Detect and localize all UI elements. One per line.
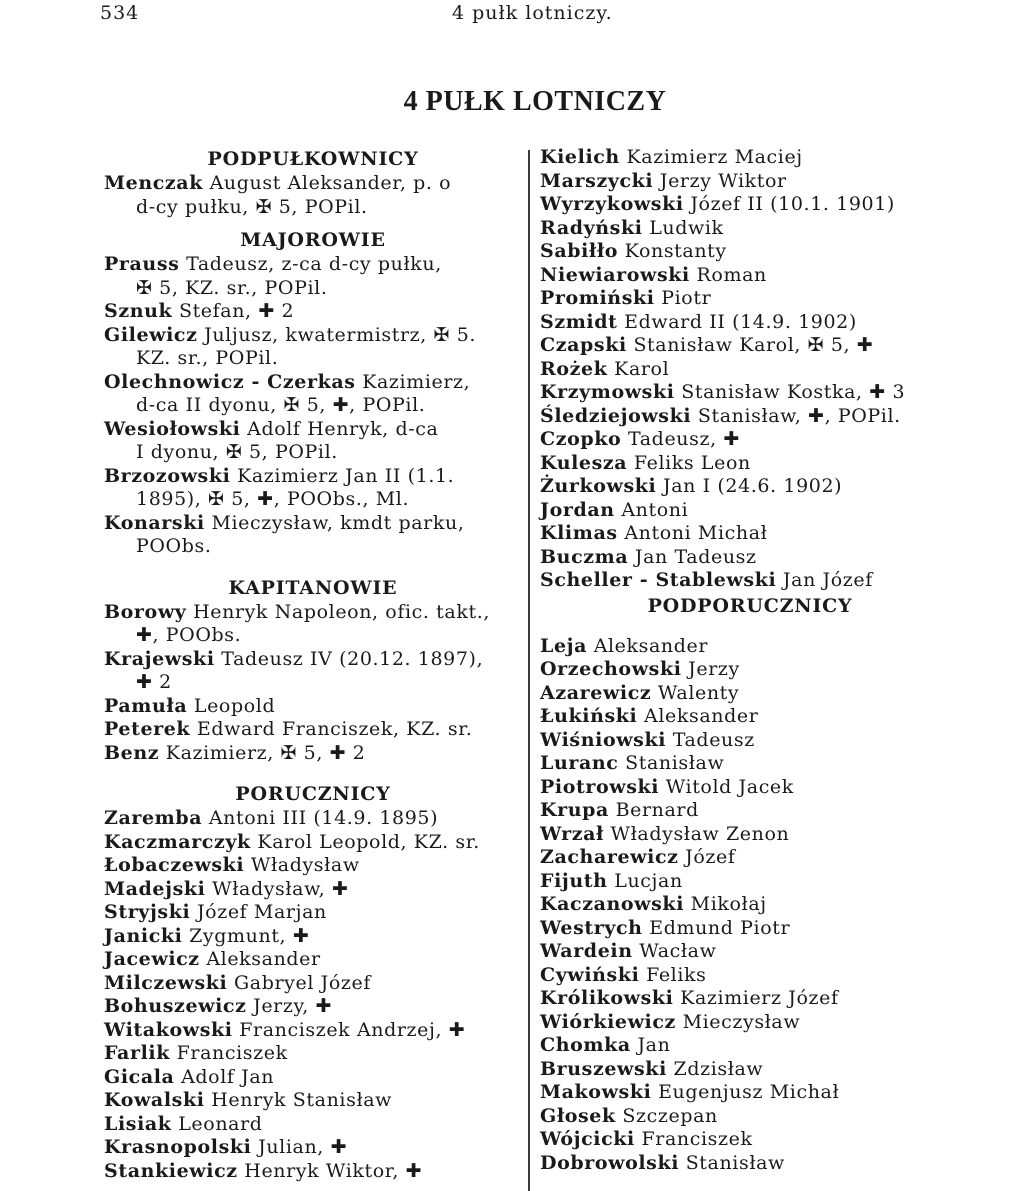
roster-entry (104, 695, 522, 719)
rank-heading: KAPITANOWIE (228, 576, 398, 599)
officer-surname: Janicki (104, 924, 183, 947)
rank-heading: PODPUŁKOWNICY (207, 148, 419, 170)
roster-entry (104, 1042, 522, 1066)
officer-surname: Milczewski (104, 971, 228, 994)
officer-surname: Rożek (540, 357, 608, 380)
officer-surname: Pamuła (104, 694, 188, 717)
rank-section (104, 227, 522, 559)
officer-details: Feliks (646, 963, 707, 986)
officer-details: Szczepan (622, 1104, 718, 1127)
officer-details-continued: d-cy pułku, ✠ 5, POPil. (136, 195, 368, 218)
officer-surname: Kowalski (104, 1089, 205, 1111)
officer-details: Józef II (10.1. 1901) (690, 193, 895, 215)
officer-details-continued: ✠ 5, KZ. sr., POPil. (136, 276, 328, 299)
officer-surname: Chomka (540, 1034, 631, 1056)
roster-entry (540, 428, 960, 452)
officer-details: Kazimierz, (362, 370, 471, 393)
officer-surname: Królikowski (540, 987, 674, 1009)
rank-section (104, 146, 522, 219)
officer-surname: Cywiński (540, 963, 640, 986)
roster-entry (540, 193, 960, 217)
officer-details: Edmund Piotr (649, 916, 791, 939)
officer-surname: Piotrowski (540, 775, 660, 798)
column-divider (528, 150, 530, 1191)
officer-details: Juljusz, kwatermistrz, ✠ 5. (204, 323, 477, 346)
officer-details: Kazimierz, ✠ 5, ✚ 2 (165, 741, 366, 764)
roster-entry (540, 170, 960, 194)
officer-surname: Olechnowicz - Czerkas (104, 370, 356, 393)
officer-details: Stanisław, ✚, POPil. (697, 404, 901, 427)
officer-surname: Głosek (540, 1104, 616, 1127)
officer-surname: Klimas (540, 522, 618, 544)
roster-entry (104, 172, 522, 219)
roster-entry (540, 870, 960, 894)
roster-entry (104, 253, 522, 300)
officer-details: Zygmunt, ✚ (189, 924, 310, 947)
officer-surname: Łobaczewski (104, 854, 245, 876)
roster-entry (540, 1152, 960, 1176)
roster-entry (540, 1034, 960, 1058)
roster-entry (540, 499, 960, 523)
roster-entry (104, 324, 522, 371)
roster-entry (104, 831, 522, 855)
roster-entry (540, 893, 960, 917)
officer-details: Leonard (178, 1112, 263, 1135)
officer-surname: Śledziejowski (540, 404, 692, 427)
officer-details: Aleksander (644, 705, 759, 727)
officer-surname: Scheller - Stablewski (540, 569, 777, 591)
officer-details-continued: I dyonu, ✠ 5, POPil. (136, 441, 338, 463)
roster-entry (540, 217, 960, 241)
officer-surname: Promiński (540, 287, 655, 309)
rank-heading: PODPORUCZNICY (647, 594, 853, 617)
roster-entry (104, 742, 522, 766)
right-column (540, 146, 960, 1175)
officer-details: Walenty (657, 681, 740, 704)
officer-details: Stanisław Karol, ✠ 5, ✚ (633, 334, 874, 356)
officer-details: Jan Józef (782, 569, 873, 591)
officer-surname: Stryjski (104, 901, 191, 923)
officer-surname: Wardein (540, 940, 633, 962)
officer-details: Tadeusz, ✚ (627, 428, 740, 450)
officer-surname: Kielich (540, 146, 620, 168)
officer-surname: Zaremba (104, 807, 203, 829)
roster-entry (540, 240, 960, 264)
roster-entry (540, 1081, 960, 1105)
officer-details: Mieczysław (682, 1010, 801, 1033)
officer-surname: Krajewski (104, 647, 215, 670)
officer-details: Henryk Napoleon, ofic. takt., (193, 600, 490, 623)
roster-entry (104, 1160, 522, 1184)
roster-entry (540, 381, 960, 405)
officer-surname: Stankiewicz (104, 1159, 238, 1182)
officer-details: Józef (685, 846, 736, 868)
officer-surname: Wiórkiewicz (540, 1010, 676, 1033)
officer-details: Jerzy Wiktor (659, 169, 787, 192)
officer-surname: Wyrzykowski (540, 193, 684, 215)
officer-surname: Gilewicz (104, 323, 198, 346)
officer-details: Franciszek (641, 1128, 753, 1150)
left-column (104, 146, 522, 1183)
officer-surname: Wrzał (540, 822, 604, 845)
page-title: 4 PUŁK LOTNICZY (403, 86, 667, 117)
rank-section (104, 781, 522, 1183)
officer-details: Bernard (615, 799, 699, 821)
officer-surname: Madejski (104, 877, 206, 900)
roster-entry (104, 878, 522, 902)
officer-surname: Benz (104, 741, 160, 764)
roster-entry (540, 682, 960, 706)
officer-surname: Czopko (540, 428, 622, 450)
roster-entry (104, 465, 522, 512)
officer-details: Gabryel Józef (234, 971, 371, 994)
officer-details-continued: POObs. (136, 535, 212, 557)
officer-surname: Krasnopolski (104, 1136, 252, 1158)
roster-entry (104, 1113, 522, 1137)
officer-surname: Farlik (104, 1042, 170, 1064)
officer-surname: Menczak (104, 172, 203, 194)
officer-details: Wacław (639, 940, 717, 962)
officer-surname: Peterek (104, 718, 191, 740)
officer-surname: Bohuszewicz (104, 995, 247, 1017)
officer-surname: Azarewicz (540, 681, 652, 704)
roster-entry (104, 948, 522, 972)
officer-details: Karol (614, 357, 670, 380)
officer-details: Aleksander (206, 948, 321, 970)
officer-surname: Luranc (540, 752, 619, 774)
officer-surname: Sabiłło (540, 240, 619, 262)
roster-entry (540, 405, 960, 429)
roster-entry (540, 729, 960, 753)
roster-entry (104, 300, 522, 324)
officer-surname: Kulesza (540, 451, 628, 474)
officer-details: Roman (696, 263, 767, 286)
officer-surname: Borowy (104, 600, 187, 623)
officer-surname: Dobrowolski (540, 1151, 680, 1174)
roster-entry (540, 1058, 960, 1082)
roster-entry (104, 995, 522, 1019)
officer-surname: Bruszewski (540, 1057, 667, 1080)
officer-details: Eugenjusz Michał (658, 1081, 840, 1103)
running-title: 4 pułk lotniczy. (452, 2, 613, 24)
roster-entry (104, 512, 522, 559)
roster-entry (540, 546, 960, 570)
officer-surname: Wójcicki (540, 1128, 635, 1150)
officer-surname: Marszycki (540, 169, 654, 192)
roster-entry (540, 1011, 960, 1035)
roster-entry (104, 972, 522, 996)
roster-entry (104, 648, 522, 695)
roster-entry (104, 807, 522, 831)
roster-entry (540, 917, 960, 941)
officer-details: Aleksander (593, 634, 709, 657)
officer-details: Kazimierz Maciej (626, 146, 803, 168)
officer-details: Henryk Wiktor, ✚ (244, 1159, 423, 1182)
officer-details: Stanisław (685, 1151, 785, 1174)
roster-entry (540, 1105, 960, 1129)
officer-details-continued: ✚ 2 (136, 671, 172, 693)
officer-details: Zdzisław (673, 1057, 764, 1080)
officer-surname: Gicala (104, 1065, 175, 1088)
officer-surname: Wesiołowski (104, 417, 241, 440)
officer-surname: Zacharewicz (540, 846, 679, 868)
roster-entry (540, 311, 960, 335)
roster-entry (540, 776, 960, 800)
roster-entry (104, 718, 522, 742)
officer-surname: Krupa (540, 799, 609, 821)
officer-details-continued: KZ. sr., POPil. (136, 347, 279, 369)
officer-details: Mikołaj (690, 893, 767, 915)
officer-surname: Jordan (540, 498, 615, 521)
officer-details: Jan (637, 1034, 671, 1056)
officer-details: Władysław Zenon (610, 822, 790, 845)
officer-surname: Krzymowski (540, 381, 675, 403)
officer-details: Witold Jacek (665, 775, 794, 798)
officer-details: Piotr (661, 287, 712, 309)
officer-details: Konstanty (624, 240, 727, 262)
roster-entry (540, 964, 960, 988)
officer-details: Władysław (250, 854, 360, 876)
officer-surname: Jacewicz (104, 948, 200, 970)
officer-details-continued: d-ca II dyonu, ✠ 5, ✚, POPil. (136, 394, 426, 416)
officer-details: Jan Tadeusz (634, 545, 757, 568)
roster-entry (540, 658, 960, 682)
officer-details: Feliks Leon (633, 451, 751, 474)
officer-surname: Sznuk (104, 300, 173, 322)
roster-entry (540, 940, 960, 964)
officer-surname: Wiśniowski (540, 728, 667, 751)
officer-details: Stefan, ✚ 2 (178, 300, 295, 322)
officer-details: Jan I (24.6. 1902) (663, 475, 843, 497)
running-header (100, 2, 1000, 28)
roster-entry (540, 358, 960, 382)
roster-entry (540, 287, 960, 311)
officer-details: Franciszek Andrzej, ✚ (239, 1018, 466, 1041)
officer-surname: Orzechowski (540, 658, 682, 680)
officer-surname: Westrych (540, 916, 643, 939)
officer-details: Stanisław Kostka, ✚ 3 (681, 381, 906, 403)
officer-surname: Witakowski (104, 1018, 233, 1041)
roster-entry (540, 705, 960, 729)
roster-entry (104, 854, 522, 878)
officer-details: Tadeusz (672, 728, 755, 751)
officer-details: Henryk Stanisław (211, 1089, 393, 1111)
roster-entry (540, 522, 960, 546)
roster-entry (540, 635, 960, 659)
roster-entry (540, 987, 960, 1011)
officer-details: Lucjan (614, 869, 683, 892)
officer-surname: Żurkowski (540, 475, 657, 497)
officer-details: Julian, ✚ (258, 1136, 348, 1158)
roster-entry (540, 799, 960, 823)
officer-surname: Lisiak (104, 1112, 172, 1135)
officer-details: Edward II (14.9. 1902) (624, 310, 857, 333)
roster-entry (104, 601, 522, 648)
roster-entry (104, 1019, 522, 1043)
page-number: 534 (100, 2, 140, 24)
officer-details: Leopold (193, 694, 276, 717)
roster-entry (540, 823, 960, 847)
roster-entry (104, 1136, 522, 1160)
officer-details: Kazimierz Jan II (1.1. (237, 464, 455, 487)
officer-details: Tadeusz IV (20.12. 1897), (221, 647, 484, 670)
officer-surname: Kaczmarczyk (104, 830, 251, 853)
officer-details: Stanisław (625, 752, 725, 774)
officer-details: Antoni III (14.9. 1895) (208, 807, 439, 829)
rank-heading: MAJOROWIE (240, 229, 386, 251)
roster-entry (104, 901, 522, 925)
officer-details: Antoni (621, 498, 689, 521)
officer-details: Józef Marjan (196, 901, 327, 923)
officer-surname: Konarski (104, 511, 205, 534)
roster-entry (104, 371, 522, 418)
roster-entry (104, 925, 522, 949)
officer-surname: Czapski (540, 334, 627, 356)
officer-details-continued: ✚, POObs. (136, 624, 242, 646)
officer-surname: Łukiński (540, 705, 638, 727)
roster-entry (540, 334, 960, 358)
officer-details: Tadeusz, z-ca d-cy pułku, (186, 253, 442, 275)
roster-entry (540, 846, 960, 870)
roster-entry (104, 1066, 522, 1090)
roster-entry (540, 452, 960, 476)
officer-details: Jerzy (688, 658, 740, 680)
officer-surname: Brzozowski (104, 464, 231, 487)
officer-details: Adolf Henryk, d-ca (247, 417, 439, 440)
roster-entry (540, 1128, 960, 1152)
officer-surname: Radyński (540, 216, 643, 239)
officer-details: Kazimierz Józef (680, 987, 839, 1009)
roster-entry (540, 475, 960, 499)
officer-surname: Buczma (540, 545, 629, 568)
officer-details: August Aleksander, p. o (209, 172, 452, 194)
officer-details: Władysław, ✚ (212, 877, 349, 900)
officer-surname: Kaczanowski (540, 893, 685, 915)
officer-surname: Fijuth (540, 869, 608, 892)
officer-details: Edward Franciszek, KZ. sr. (196, 718, 473, 740)
roster-entry (540, 752, 960, 776)
officer-surname: Szmidt (540, 310, 618, 333)
rank-heading: PORUCZNICY (235, 783, 391, 805)
officer-surname: Leja (540, 634, 588, 657)
roster-entry (104, 1089, 522, 1113)
rank-section (104, 575, 522, 766)
officer-details: Mieczysław, kmdt parku, (211, 511, 465, 534)
roster-entry (104, 418, 522, 465)
officer-surname: Niewiarowski (540, 263, 690, 286)
officer-details-continued: 1895), ✠ 5, ✚, POObs., Ml. (136, 488, 410, 510)
officer-details: Antoni Michał (624, 522, 768, 544)
officer-details: Franciszek (176, 1042, 288, 1064)
officer-surname: Makowski (540, 1081, 652, 1103)
officer-details: Jerzy, ✚ (253, 995, 333, 1017)
roster-entry (540, 146, 960, 170)
officer-details: Ludwik (649, 216, 724, 239)
officer-details: Karol Leopold, KZ. sr. (257, 830, 480, 853)
officer-surname: Prauss (104, 253, 180, 275)
roster-entry (540, 569, 960, 593)
roster-entry (540, 264, 960, 288)
officer-details: Adolf Jan (181, 1065, 275, 1088)
